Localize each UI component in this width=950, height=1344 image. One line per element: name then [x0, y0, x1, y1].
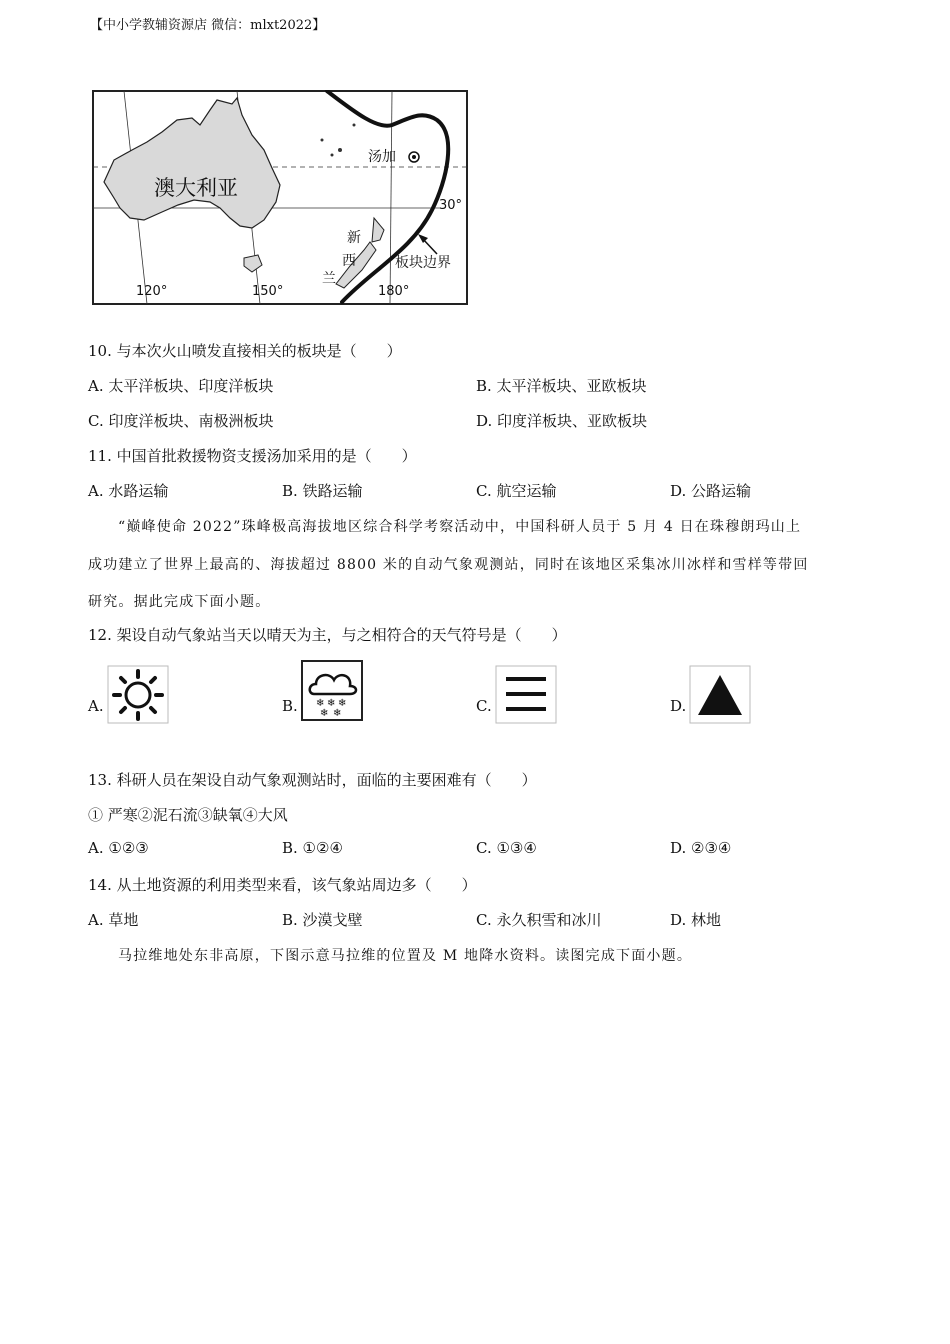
q14-option-b[interactable]: B. 沙漠戈壁: [282, 911, 363, 929]
q12-option-d[interactable]: D.: [670, 697, 687, 715]
lat-label: 30°: [439, 198, 463, 213]
q10-option-b[interactable]: B. 太平洋板块、亚欧板块: [476, 377, 647, 395]
passage1-line-3: 研究。据此完成下面小题。: [88, 594, 271, 610]
fog-icon: [494, 665, 558, 725]
q11-option-c[interactable]: C. 航空运输: [476, 482, 557, 500]
boundary-label: 板块边界: [395, 255, 451, 271]
q13-items: ① 严寒②泥石流③缺氧④大风: [88, 806, 288, 824]
australia-label: 澳大利亚: [154, 176, 238, 200]
lon-label-120: 120°: [136, 284, 168, 299]
q11-option-a[interactable]: A. 水路运输: [88, 482, 169, 500]
svg-text:❄: ❄: [316, 698, 325, 709]
q13-stem: 13. 科研人员在架设自动气象观测站时，面临的主要困难有（ ）: [88, 771, 537, 789]
passage2-line: 马拉维地处东非高原，下图示意马拉维的位置及 M 地降水资料。读图完成下面小题。: [118, 948, 693, 964]
nz-label-2: 西: [342, 253, 356, 269]
q14-option-c[interactable]: C. 永久积雪和冰川: [476, 911, 602, 929]
q10-option-c[interactable]: C. 印度洋板块、南极洲板块: [88, 412, 274, 430]
q14-option-d[interactable]: D. 林地: [670, 911, 722, 929]
svg-text:❄: ❄: [320, 708, 329, 719]
map-graphic: [92, 90, 468, 305]
plate-boundary-map: [92, 90, 468, 305]
q14-stem: 14. 从土地资源的利用类型来看，该气象站周边多（ ）: [88, 876, 477, 894]
passage1-line-1: “巅峰使命 2022”珠峰极高海拔地区综合科学考察活动中，中国科研人员于 5 月 4 日在珠穆朗玛山上: [118, 519, 802, 535]
q12-option-b[interactable]: B.: [282, 697, 298, 715]
nz-label-1: 新: [347, 230, 361, 246]
passage1-line-2: 成功建立了世界上最高的、海拔超过 8800 米的自动气象观测站，同时在该地区采集冰川冰样和雪样等带回: [88, 557, 809, 573]
nz-label-3: 兰: [322, 271, 336, 287]
q11-stem: 11. 中国首批救援物资支援汤加采用的是（ ）: [88, 447, 417, 465]
cloud-snow-icon: [300, 660, 364, 722]
q13-option-b[interactable]: B. ①②④: [282, 839, 343, 857]
q13-option-c[interactable]: C. ①③④: [476, 839, 537, 857]
q10-option-a[interactable]: A. 太平洋板块、印度洋板块: [88, 377, 274, 395]
q10-option-d[interactable]: D. 印度洋板块、亚欧板块: [476, 412, 648, 430]
sun-icon: [106, 665, 170, 725]
q10-stem: 10. 与本次火山喷发直接相关的板块是（ ）: [88, 342, 402, 360]
svg-text:❄: ❄: [333, 708, 342, 719]
svg-text:❄: ❄: [327, 698, 336, 709]
q11-option-d[interactable]: D. 公路运输: [670, 482, 752, 500]
tonga-label: 汤加: [368, 149, 396, 165]
q12-option-c[interactable]: C.: [476, 697, 492, 715]
svg-text:❄: ❄: [338, 698, 347, 709]
q13-option-d[interactable]: D. ②③④: [670, 839, 732, 857]
q14-option-a[interactable]: A. 草地: [88, 911, 139, 929]
lon-label-180: 180°: [378, 284, 410, 299]
page-header: 【中小学教辅资源店 微信：mlxt2022】: [90, 18, 326, 33]
triangle-icon: [688, 665, 752, 725]
q12-option-a[interactable]: A.: [88, 697, 104, 715]
q12-stem: 12. 架设自动气象站当天以晴天为主，与之相符合的天气符号是（ ）: [88, 626, 567, 644]
lon-label-150: 150°: [252, 284, 284, 299]
q11-option-b[interactable]: B. 铁路运输: [282, 482, 363, 500]
q13-option-a[interactable]: A. ①②③: [88, 839, 149, 857]
